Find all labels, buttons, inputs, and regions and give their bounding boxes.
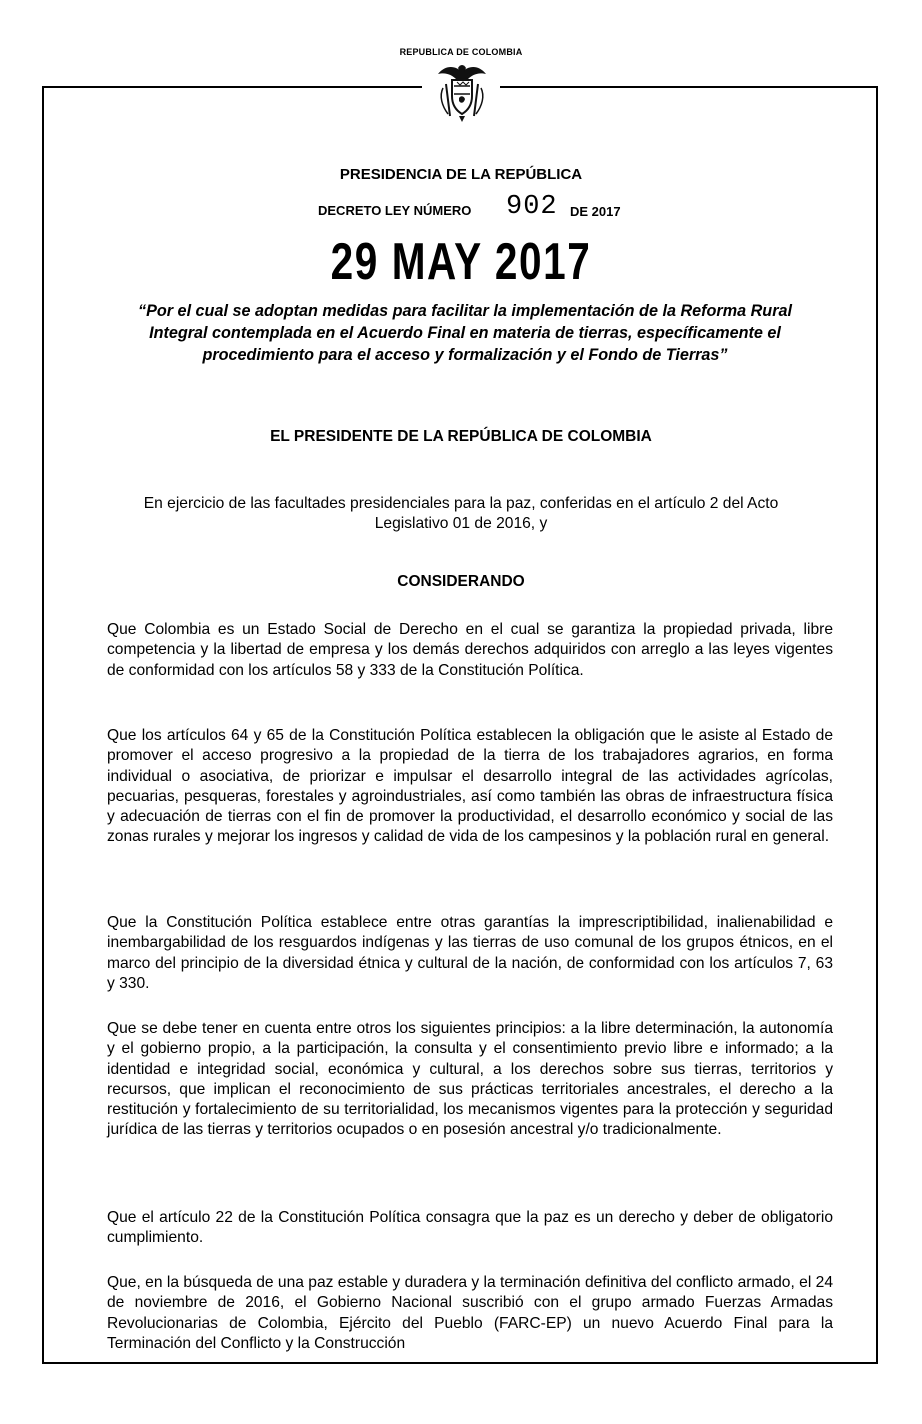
page-border-top-right bbox=[500, 86, 878, 88]
paragraph-3: Que la Constitución Política establece entre otras garantías la imprescriptibilidad, inalienabilidad e inembargabilidad de los resguardos indígenas y las tierras de uso comunal de los grupos étnicos, en el marco del principio de la diversidad étnica y cultural de la nación, de conformidad con los artículos 7, 63 y 330. bbox=[107, 914, 833, 992]
decree-label: DECRETO LEY NÚMERO bbox=[318, 203, 472, 218]
presidency-heading: PRESIDENCIA DE LA REPÚBLICA bbox=[339, 166, 583, 183]
date-stamp: 29 MAY 2017 bbox=[330, 233, 592, 291]
faculties-text: En ejercicio de las facultades presidenciales para la paz, conferidas en el artículo 2 del Acto Legislativo 01 de 2016, y bbox=[143, 495, 779, 532]
paragraph-1: Que Colombia es un Estado Social de Derecho en el cual se garantiza la propiedad privada, libre competencia y la libertad de empresa y los demás derechos adquiridos con arreglo a las leyes vigentes de conformidad con los artículos 58 y 333 de la Constitución Política. bbox=[107, 621, 833, 679]
colombia-coat-of-arms-icon bbox=[430, 58, 494, 122]
paragraph-5: Que el artículo 22 de la Constitución Política consagra que la paz es un derecho y deber de obligatorio cumplimiento. bbox=[107, 1209, 833, 1247]
page-border-top-left bbox=[42, 86, 422, 88]
paragraph-6: Que, en la búsqueda de una paz estable y duradera y la terminación definitiva del conflicto armado, el 24 de noviembre de 2016, el Gobierno Nacional suscribió con el grupo armado Fuerzas Armadas Revolucionarias de Colombia, Ejército del Pueblo (FARC-EP) un nuevo Acuerdo Final para la Terminación del Conflicto y la Construcción bbox=[107, 1274, 833, 1352]
decree-year: DE 2017 bbox=[570, 204, 621, 219]
decree-number: 902 bbox=[506, 192, 558, 222]
considerando-heading: CONSIDERANDO bbox=[397, 573, 525, 590]
paragraph-4: Que se debe tener en cuenta entre otros los siguientes principios: a la libre determinación, la autonomía y el gobierno propio, a la participación, la consulta y el consentimiento previo libre e informado; a la identidad e integridad social, económica y cultural, a los derechos sobre sus tierras, territorios y recursos, que implican el reconocimiento de sus prácticas territoriales ancestrales, el derecho a la restitución y fortalecimiento de su territorialidad, los mecanismos vigentes para la protección y seguridad jurídica de las tierras y territorios ocupados o en posesión ancestral y/o tradicionalmente. bbox=[107, 1020, 833, 1139]
decree-title: “Por el cual se adoptan medidas para facilitar la implementación de la Reforma Rural Integral contemplada en el Acuerdo Final en materia de tierras, específicamente el procedimiento para el acceso y formalización y el Fondo de Tierras” bbox=[137, 302, 792, 364]
paragraph-2: Que los artículos 64 y 65 de la Constitución Política establecen la obligación que le asiste al Estado de promover el acceso progresivo a la propiedad de la tierra de los trabajadores agrarios, en forma individual o asociativa, de priorizar e impulsar el desarrollo integral de las actividades agrícolas, pecuarias, pesqueras, forestales y agroindustriales, así como también las obras de infraestructura física y adecuación de tierras con el fin de promover la productividad, el desarrollo económico y social de las zonas rurales y mejorar los ingresos y calidad de vida de los campesinos y la población rural en general. bbox=[107, 727, 833, 846]
president-heading: EL PRESIDENTE DE LA REPÚBLICA DE COLOMBIA bbox=[270, 428, 652, 445]
republic-heading: REPUBLICA DE COLOMBIA bbox=[399, 47, 523, 57]
